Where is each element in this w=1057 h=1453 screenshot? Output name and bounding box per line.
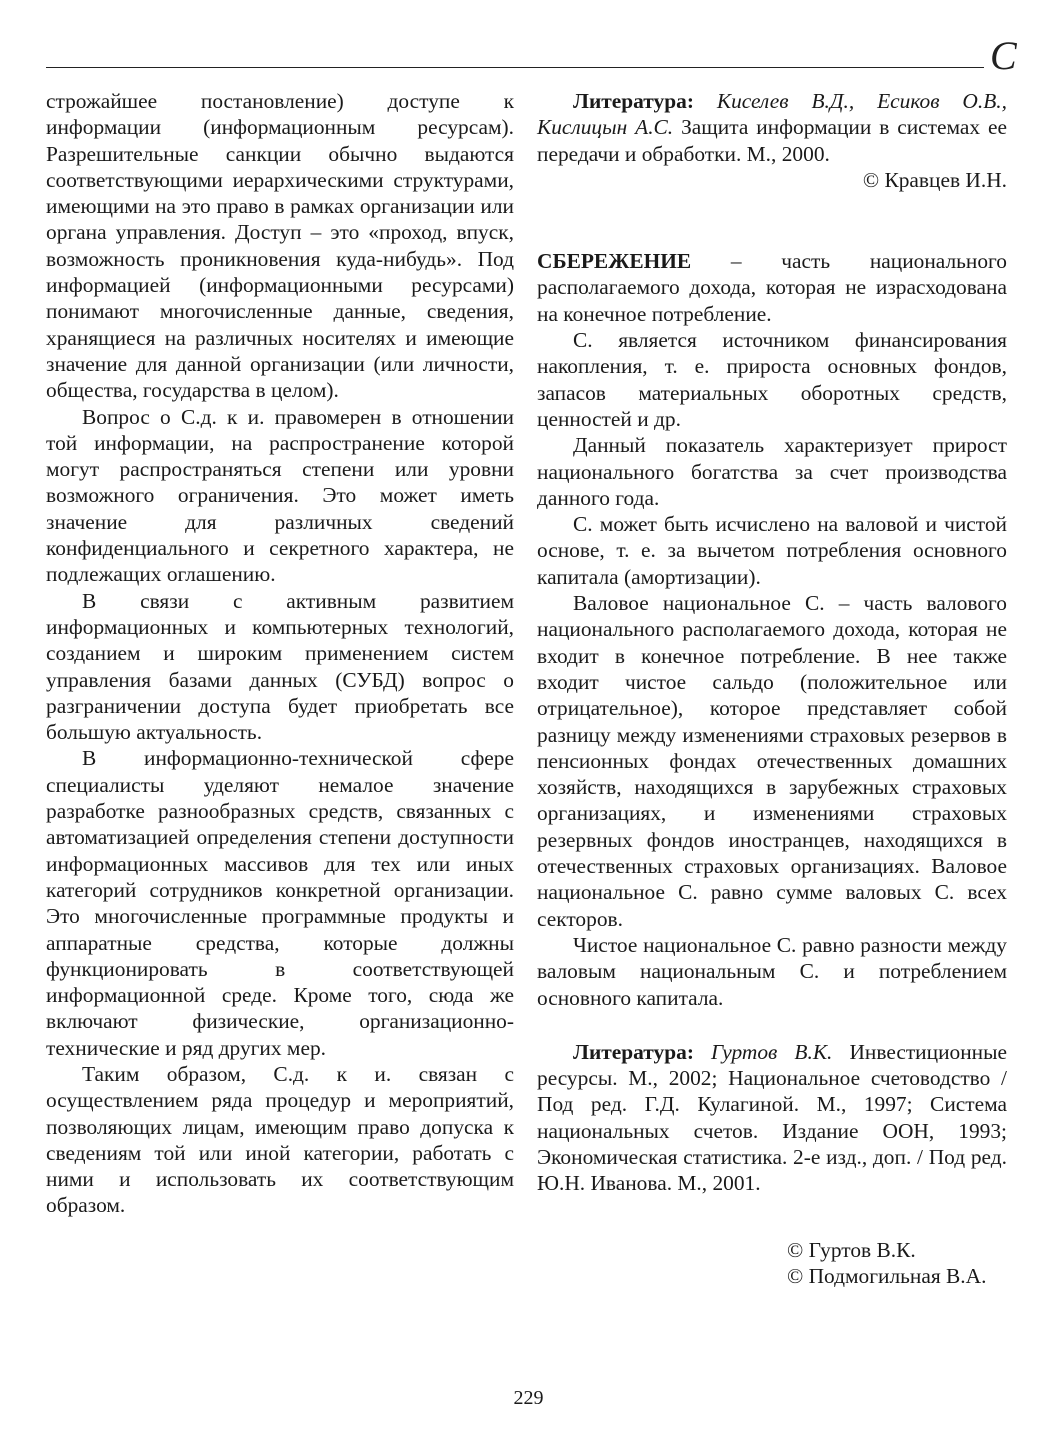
left-paragraph: строжайшее постановление) доступе к информации (информационным ресурсам). Разрешительные санкции обычно выдаются соответствующими иерархическими структурами, имеющими на это право в рамках организации или органа управления. Доступ – это «проход, впуск, возможность проникновения куда-нибудь». Под информацией (информационными ресурсами) понимают многочисленные данные, сведения, хранящиеся на различных носителях и имеющие значение для данной организации (или личности, общества, государства в целом).	[46, 89, 514, 403]
literature-authors: Гуртов В.К.	[711, 1039, 833, 1064]
author-copyright: © Подмогильная В.А.	[787, 1263, 987, 1288]
author-copyright: © Гуртов В.К.	[787, 1237, 916, 1262]
right-paragraph: Данный показатель характеризует прирост национального богатства за счет производства данного года.	[537, 433, 1007, 510]
header-rule	[46, 67, 984, 68]
literature-reference	[537, 1039, 1007, 1197]
right-paragraph: Чистое национальное С. равно разности между валовым национальным С. и потреблением основного капитала.	[537, 932, 1007, 1010]
page-number: 229	[513, 1387, 544, 1409]
literature-authors: Киселев В.Д., Есиков О.В., Кислицын А.С.	[537, 89, 1007, 140]
author-copyright: © Кравцев И.Н.	[862, 167, 1007, 192]
left-paragraph: В информационно-технической сфере специалисты уделяют немалое значение разработке разнообразных средств, связанных с автоматизацией определения степени доступности информационных массивов для тех или иных категорий сотрудников конкретной организации. Это многочисленные программные продукты и аппаратные средства, которые должны функционировать в соответствующей информационной среде. Кроме того, сюда же включают физические, организационно-технические и ряд других мер.	[46, 746, 514, 1060]
left-paragraph: Вопрос о С.д. к и. правомерен в отношении той информации, на распространение которой могут распространяться степени или уровни возможного ограничения. Это может иметь значение для различных сведений конфиденциального и секретного характера, не подлежащих оглашению.	[46, 404, 514, 587]
entry-definition-text: – часть национального располагаемого дохода, которая не израсходована на конечное потребление.	[537, 249, 1007, 326]
right-paragraph: С. является источником финансирования накопления, т. е. прироста основных фондов, запасов материальных оборотных средств, ценностей и др.	[537, 328, 1007, 431]
literature-reference	[537, 88, 1007, 167]
left-paragraph: В связи с активным развитием информационных и компьютерных технологий, созданием и широким применением систем управления базами данных (СУБД) вопрос о разграничении доступа будет приобретать все большую актуальность.	[46, 588, 514, 745]
entry-definition	[537, 248, 1007, 327]
section-letter: С	[990, 33, 1017, 78]
entry-term: СБЕРЕЖЕНИЕ	[537, 249, 692, 274]
copyright-block	[537, 1237, 1007, 1290]
right-column	[537, 88, 1007, 1289]
literature-label: Литература:	[573, 1039, 694, 1064]
right-paragraph: С. может быть исчислено на валовой и чистой основе, т. е. за вычетом потребления основного капитала (амортизации).	[537, 512, 1007, 589]
literature-text: Защита информации в системах ее передачи и обработки. М., 2000.	[537, 115, 1008, 166]
left-paragraph: Таким образом, С.д. к и. связан с осуществлением ряда процедур и мероприятий, позволяющих лицам, имеющим право допуска к сведениям той или иной категории, работать с ними и использовать их соответствующим образом.	[46, 1061, 514, 1218]
literature-text: Инвестиционные ресурсы. М., 2002; Национальное счетоводство / Под ред. Г.Д. Кулагиной. М., 1997; Система национальных счетов. Издание ООН, 1993; Экономическая статистика. 2-е изд., доп. / Под ред. Ю.Н. Иванова. М., 2001.	[537, 1039, 1007, 1196]
left-column	[46, 88, 514, 1219]
literature-label: Литература:	[573, 89, 694, 113]
right-paragraph: Валовое национальное С. – часть валового национального располагаемого дохода, которая не входит в конечное потребление. В нее также входит чистое сальдо (положительное или отрицательное), которое представляет собой разницу между изменениями страховых резервов в пенсионных фондах отечественных домашних хозяйств, находящихся в зарубежных страховых организациях, и изменениями страховых резервных фондов иностранцев, находящихся в отечественных страховых организациях. Валовое национальное С. равно сумме валовых С. всех секторов.	[537, 591, 1007, 931]
